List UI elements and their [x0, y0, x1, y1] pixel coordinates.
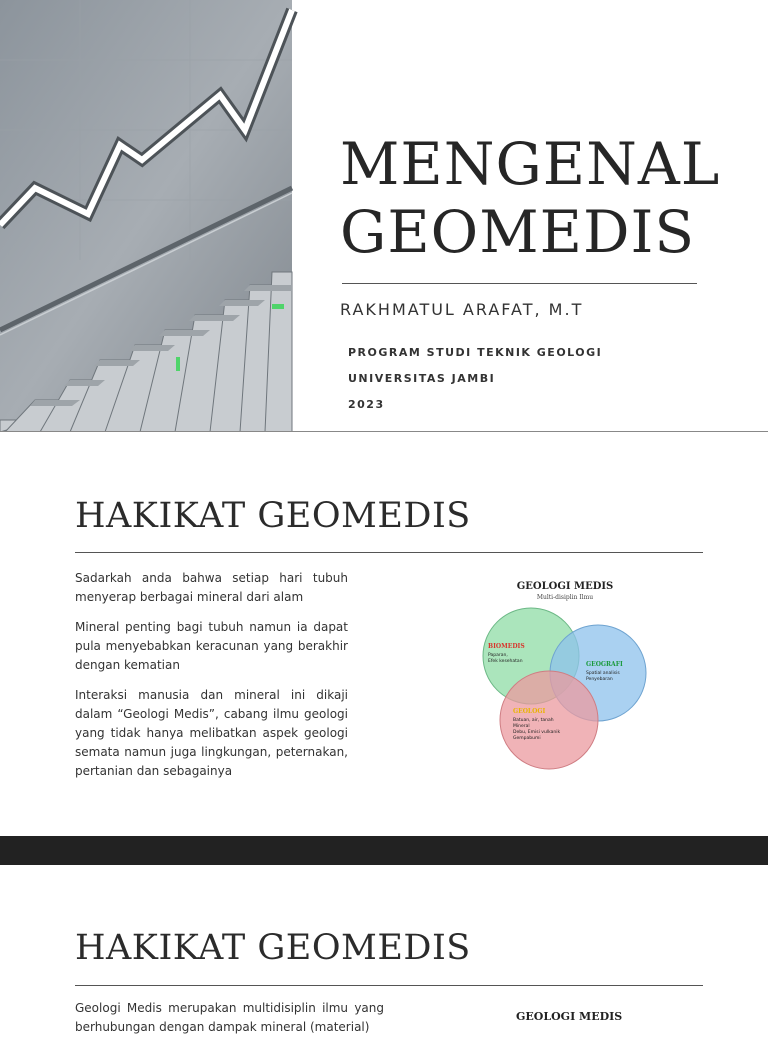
- cover-title-line-1: MENGENAL: [340, 130, 721, 198]
- cover-title-line-2: GEOMEDIS: [340, 198, 696, 266]
- title-divider: [75, 985, 703, 986]
- venn-label-geologi: GEOLOGI: [513, 708, 546, 715]
- venn-subtitle: Multi-disiplin Ilmu: [536, 594, 594, 601]
- venn-desc-geografi-1: Spatial analisis: [586, 671, 620, 676]
- program-name: PROGRAM STUDI TEKNIK GEOLOGI: [348, 346, 603, 359]
- paragraph-3: Interaksi manusia dan mineral ini dikaji dalam “Geologi Medis”, cabang ilmu geologi yang tidak hanya melibatkan aspek geologi semata namun juga lingkungan, peternakan, pertanian dan sebagainya: [75, 688, 348, 778]
- content-slide-1: [0, 432, 768, 836]
- paragraph-1: Sadarkah anda bahwa setiap hari tubuh menyerap berbagai mineral dari alam: [75, 571, 348, 604]
- venn-label-biomedis: BIOMEDIS: [488, 643, 525, 650]
- slide-separator: [0, 836, 768, 865]
- staircase-photo: [0, 0, 292, 432]
- venn-title: GEOLOGI MEDIS: [516, 581, 614, 592]
- venn-desc-biomedis-2: Efek kesehatan: [488, 659, 523, 664]
- figure-title: GEOLOGI MEDIS: [516, 1010, 623, 1023]
- title-divider: [342, 283, 697, 284]
- venn-desc-geologi-4: Gempabumi: [513, 736, 541, 741]
- venn-desc-geologi-2: Mineral: [513, 724, 530, 729]
- author-name: RAKHMATUL ARAFAT, M.T: [340, 300, 584, 319]
- slide-title: HAKIKAT GEOMEDIS: [75, 496, 471, 536]
- paragraph-2: Mineral penting bagi tubuh namun ia dapat pula menyebabkan keracunan yang berakhir dengan kematian: [75, 620, 348, 672]
- year: 2023: [348, 398, 385, 411]
- cover-slide: [0, 0, 768, 432]
- content-slide-2: [0, 865, 768, 1034]
- venn-diagram: [470, 572, 670, 772]
- venn-label-geografi: GEOGRAFI: [586, 661, 623, 668]
- university-name: UNIVERSITAS JAMBI: [348, 372, 496, 385]
- venn-desc-biomedis-1: Paparan,: [488, 653, 508, 658]
- cover-title: [340, 130, 720, 266]
- paragraph-1: Geologi Medis merupakan multidisiplin ilmu yang berhubungan dengan dampak mineral (material): [75, 1001, 384, 1034]
- venn-desc-geografi-2: Penyebaran: [586, 677, 613, 682]
- venn-desc-geologi-3: Debu, Emisi vulkanik: [513, 730, 561, 735]
- venn-desc-geologi-1: Batuan, air, tanah: [513, 718, 554, 723]
- slide-title: HAKIKAT GEOMEDIS: [75, 928, 471, 968]
- title-divider: [75, 552, 703, 553]
